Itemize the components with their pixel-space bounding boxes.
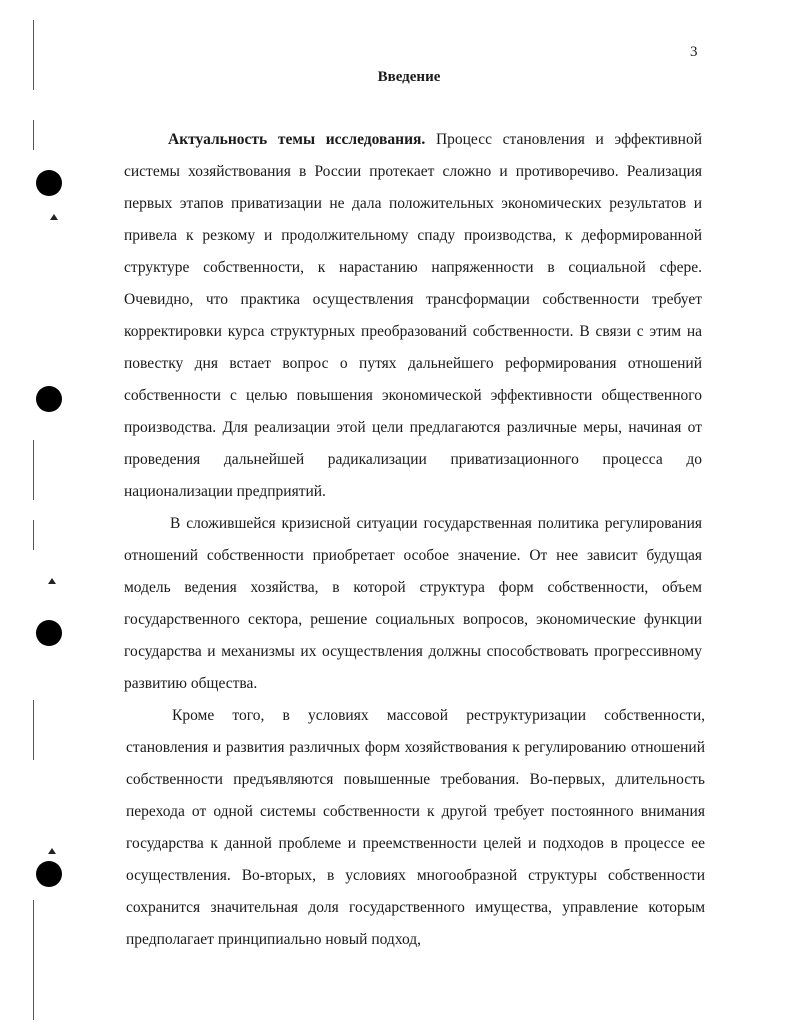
scan-mark-icon [50, 214, 58, 220]
scan-edge-line [33, 900, 34, 1020]
paragraph-text: Процесс становления и эффективной системы хозяйствования в России протекает сложно и противоречиво. Реализация первых этапов приватизации не дала положительных экономических результатов и привела к резкому и продолжительному спаду производства, к деформированной структуре собственности, к нарастанию напряженности в социальной сфере. Очевидно, что практика осуществления трансформации собственности требует корректировки курса структурных преобразований собственности. В связи с этим на повестку дня встает вопрос о путях дальнейшего реформирования отношений собственности с целью повышения экономической эффективности общественного производства. Для реализации этой цели предлагаются различные меры, начиная от проведения дальнейшей радикализации приватизационного процесса до национализации предприятий. [124, 131, 703, 500]
paragraph-lead-heading: Актуальность темы исследования. [168, 131, 426, 148]
punch-hole-icon [36, 861, 62, 887]
scan-edge-line [33, 120, 34, 150]
scan-edge-line [33, 520, 34, 550]
punch-hole-icon [36, 170, 62, 196]
punch-hole-icon [36, 386, 62, 412]
scan-edge-line [33, 700, 34, 760]
punch-hole-icon [36, 620, 62, 646]
page-number: 3 [690, 44, 698, 60]
paragraph-requirements: Кроме того, в условиях массовой реструктуризации собственности, становления и развития различных форм хозяйствования к регулированию отношений собственности предъявляются повышенные требования. Во-первых, длительность перехода от одной системы собственности к другой требует постоянного внимания государства к данной проблеме и преемственности целей и подходов в процессе ее осуществления. Во-вторых, в условиях многообразной структуры собственности сохранится значительная доля государственного имущества, управление которым предполагает принципиально новый подход, [126, 707, 705, 948]
paragraph-relevance [124, 124, 702, 508]
paragraph-crisis-policy: В сложившейся кризисной ситуации государственная политика регулирования отношений собственности приобретает особое значение. От нее зависит будущая модель ведения хозяйства, в которой структура форм собственности, объем государственного сектора, решение социальных вопросов, экономические функции государства и механизмы их осуществления должны способствовать прогрессивному развитию общества. [124, 515, 702, 692]
scan-mark-icon [48, 578, 56, 584]
page-title: Введение [377, 69, 441, 85]
scan-mark-icon [48, 848, 56, 854]
scan-edge-line [33, 440, 34, 500]
